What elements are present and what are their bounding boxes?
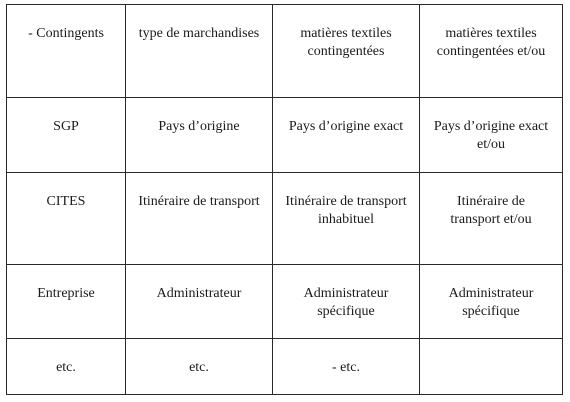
table-cell (420, 339, 563, 395)
table-cell: SGP (7, 98, 126, 173)
table-row (7, 265, 563, 339)
table-cell: matières textiles contingentées et/ou (420, 5, 563, 98)
table-cell: - Contingents (7, 5, 126, 98)
table-cell: etc. (7, 339, 126, 395)
table-cell: Itinéraire de transport et/ou (420, 173, 563, 265)
table-row (7, 5, 563, 98)
contingent-table (6, 4, 563, 395)
table-cell: Entreprise (7, 265, 126, 339)
table-row (7, 98, 563, 173)
table-row (7, 173, 563, 265)
table-row (7, 339, 563, 395)
table-cell: Itinéraire de transport (126, 173, 273, 265)
table-cell: type de marchandises (126, 5, 273, 98)
table-cell: Pays d’origine exact et/ou (420, 98, 563, 173)
table-cell: matières textiles contingentées (273, 5, 420, 98)
table-cell: Administrateur (126, 265, 273, 339)
table-cell: Itinéraire de transport inhabituel (273, 173, 420, 265)
table-cell: Pays d’origine exact (273, 98, 420, 173)
table-cell: Administrateur spécifique (273, 265, 420, 339)
table-cell: etc. (126, 339, 273, 395)
table-cell: Administrateur spécifique (420, 265, 563, 339)
table-cell: - etc. (273, 339, 420, 395)
table-cell: CITES (7, 173, 126, 265)
table-cell: Pays d’origine (126, 98, 273, 173)
